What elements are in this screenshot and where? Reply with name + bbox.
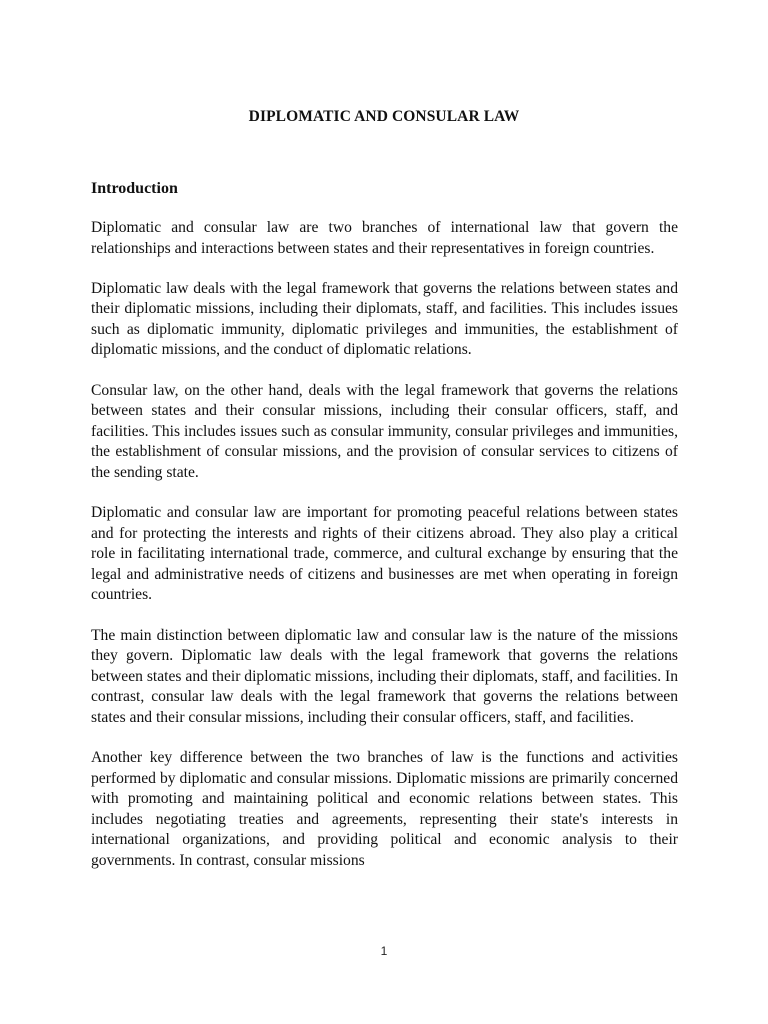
paragraph-2: Diplomatic law deals with the legal framework that governs the relations between states and their diplomatic missions, including their diplomats, staff, and facilities. This includes issues such as diplomatic immunity, diplomatic privileges and immunities, the establishment of diplomatic missions, and the conduct of diplomatic relations. [91,279,678,359]
body-text [91,218,678,891]
paragraph-3: Consular law, on the other hand, deals with the legal framework that governs the relations between states and their consular missions, including their consular officers, staff, and facilities. This includes issues such as consular immunity, consular privileges and immunities, the establishment of consular missions, and the provision of consular services to citizens of the sending state. [91,381,678,481]
paragraph-4: Diplomatic and consular law are important for promoting peaceful relations between states and for protecting the interests and rights of their citizens abroad. They also play a critical role in facilitating international trade, commerce, and cultural exchange by ensuring that the legal and administrative needs of citizens and businesses are met when operating in foreign countries. [91,504,678,604]
page-number: 1 [380,944,388,958]
paragraph-6: Another key difference between the two branches of law is the functions and activities performed by diplomatic and consular missions. Diplomatic missions are primarily concerned with promoting and maintaining political and economic relations between states. This includes negotiating treaties and agreements, representing their state's interests in international organizations, and providing political and economic analysis to their governments. In contrast, consular missions [91,748,678,869]
document-title: DIPLOMATIC AND CONSULAR LAW [248,108,520,125]
paragraph-5: The main distinction between diplomatic law and consular law is the nature of the missions they govern. Diplomatic law deals with the legal framework that governs the relations between states and their diplomatic missions, including their diplomats, staff, and facilities. In contrast, consular law deals with the legal framework that governs the relations between states and their consular missions, including their consular officers, staff, and facilities. [91,626,678,726]
section-heading: Introduction [91,180,178,197]
paragraph-1: Diplomatic and consular law are two branches of international law that govern the relationships and interactions between states and their representatives in foreign countries. [91,219,678,257]
